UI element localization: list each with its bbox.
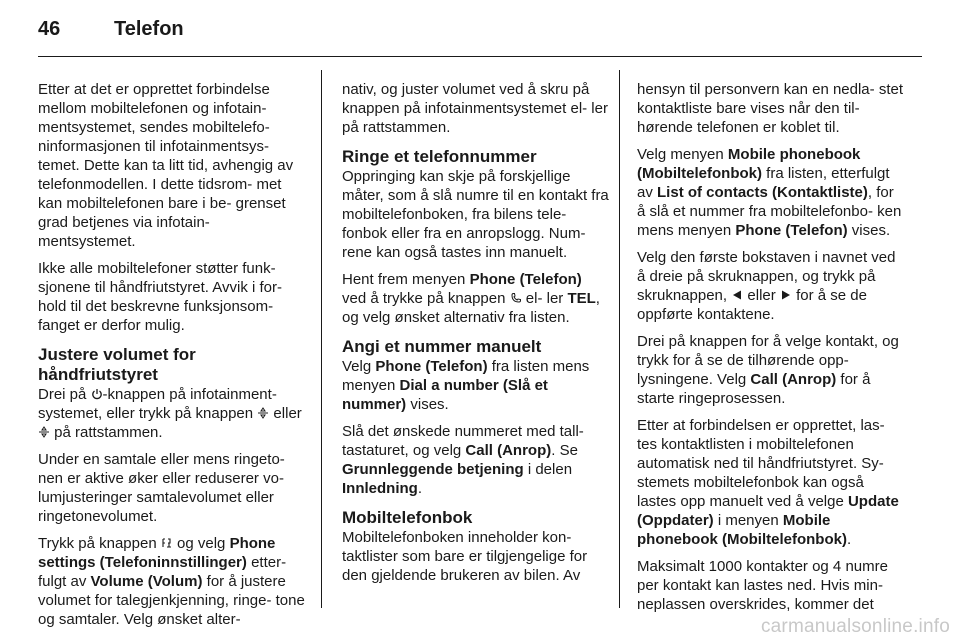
paragraph: Velg den første bokstaven i navnet ved å dreie på skruknappen, og trykk på skruknappen, eller for å se de oppførte kontaktene. xyxy=(637,249,896,323)
volume-updown-icon xyxy=(38,426,50,438)
paragraph: Maksimalt 1000 kontakter og 4 numre per kontakt kan lastes ned. Hvis min- neplassen overskrides, kommer det xyxy=(637,558,888,613)
paragraph: Ikke alle mobiltelefoner støtter funk- sjonene til håndfriutstyret. Avvik i for- hold til det beskrevne funksjonsom- fanget er derfor mulig. xyxy=(38,260,282,334)
paragraph: Drei på knappen for å velge kontakt, og trykk for å se de tilhørende opp- lysningene. Velg Call (Anrop) for å starte ringeprosessen. xyxy=(637,333,899,407)
column-1 xyxy=(38,80,306,637)
paragraph: Velg menyen Mobile phonebook (Mobiltelefonbok) fra listen, etterfulgt av List of contacts (Kontaktliste), for å slå et nummer fra mobiltelefonbo- ken mens menyen Phone (Telefon) vises. xyxy=(637,146,902,239)
paragraph: hensyn til personvern kan en nedla- stet kontaktliste bare vises når den til- hørende telefonen er koblet til. xyxy=(637,81,903,136)
section-heading-call: Ringe et telefonnummer xyxy=(342,147,537,166)
paragraph: Etter at forbindelsen er opprettet, las- tes kontaktlisten i mobiltelefonen automatisk ned til håndfriutstyret. Sy- stemets mobiltelefonbok kan også lastes opp manuelt ved å velge Update (Oppdater) i menyen Mobile phonebook (Mobiltelefonbok). xyxy=(637,417,899,548)
column-divider-2 xyxy=(619,70,620,608)
column-3 xyxy=(637,80,905,622)
paragraph: Mobiltelefonboken inneholder kon- taktlister som bare er tilgjengelige for den gjeldende brukeren av bilen. Av xyxy=(342,529,588,584)
paragraph: Oppringing kan skje på forskjellige måter, som å slå numre til en kontakt fra mobiltelefonboken, fra bilens tele- fonbok eller fra en anropslogg. Num- rene kan også tastes inn manuelt. xyxy=(342,168,609,261)
paragraph: Under en samtale eller mens ringeto- nen er aktive øker eller reduserer vo- lumjusteringer samtalevolumet eller ringetonevolumet. xyxy=(38,451,285,525)
page-header xyxy=(38,18,184,48)
phone-button-icon xyxy=(510,292,522,304)
paragraph: Slå det ønskede nummeret med tall- tastaturet, og velg Call (Anrop). Se Grunnleggende betjening i delen Innledning. xyxy=(342,423,584,497)
paragraph: Etter at det er opprettet forbindelse mellom mobiltelefonen og infotain- mentsystemet, sendes mobiltelefo- ninformasjonen til infotainmentsys- temet. Dette kan ta litt tid, avhengig av telefonmodellen. I dette tidsrom- met kan mobiltelefonen bare i be- grenset grad betjenes via infotain- mentsystemet. xyxy=(38,81,294,250)
paragraph: Hent frem menyen Phone (Telefon) ved å trykke på knappen el- ler TEL, og velg ønsket alternativ fra listen. xyxy=(342,271,600,326)
paragraph: Velg Phone (Telefon) fra listen mens menyen Dial a number (Slå et nummer) vises. xyxy=(342,358,590,413)
section-heading-volume: Justere volumet for håndfriutstyret xyxy=(38,345,196,384)
triangle-right-icon xyxy=(780,289,792,301)
section-heading-phonebook: Mobiltelefonbok xyxy=(342,508,473,527)
page-number: 46 xyxy=(38,18,61,40)
header-rule xyxy=(38,56,922,57)
column-2 xyxy=(342,80,610,593)
section-heading-manual: Angi et nummer manuelt xyxy=(342,337,542,356)
volume-updown-icon xyxy=(257,407,269,419)
column-divider-1 xyxy=(321,70,322,608)
page-title: Telefon xyxy=(114,18,184,40)
paragraph: Trykk på knappen og velg Phone settings (Telefoninnstillinger) etter- fulgt av Volume (Volum) for å justere volumet for talegjenkjenning, ringe- tone og samtaler. Velg ønsket alter- xyxy=(38,535,305,628)
settings-button-icon xyxy=(161,537,173,549)
watermark: carmanualsonline.info xyxy=(760,616,950,637)
power-knob-icon xyxy=(91,388,103,400)
paragraph: nativ, og juster volumet ved å skru på knappen på infotainmentsystemet el- ler på rattstammen. xyxy=(342,81,608,136)
paragraph: Drei på -knappen på infotainment- systemet, eller trykk på knappen eller på rattstammen. xyxy=(38,386,302,441)
triangle-left-icon xyxy=(731,289,743,301)
